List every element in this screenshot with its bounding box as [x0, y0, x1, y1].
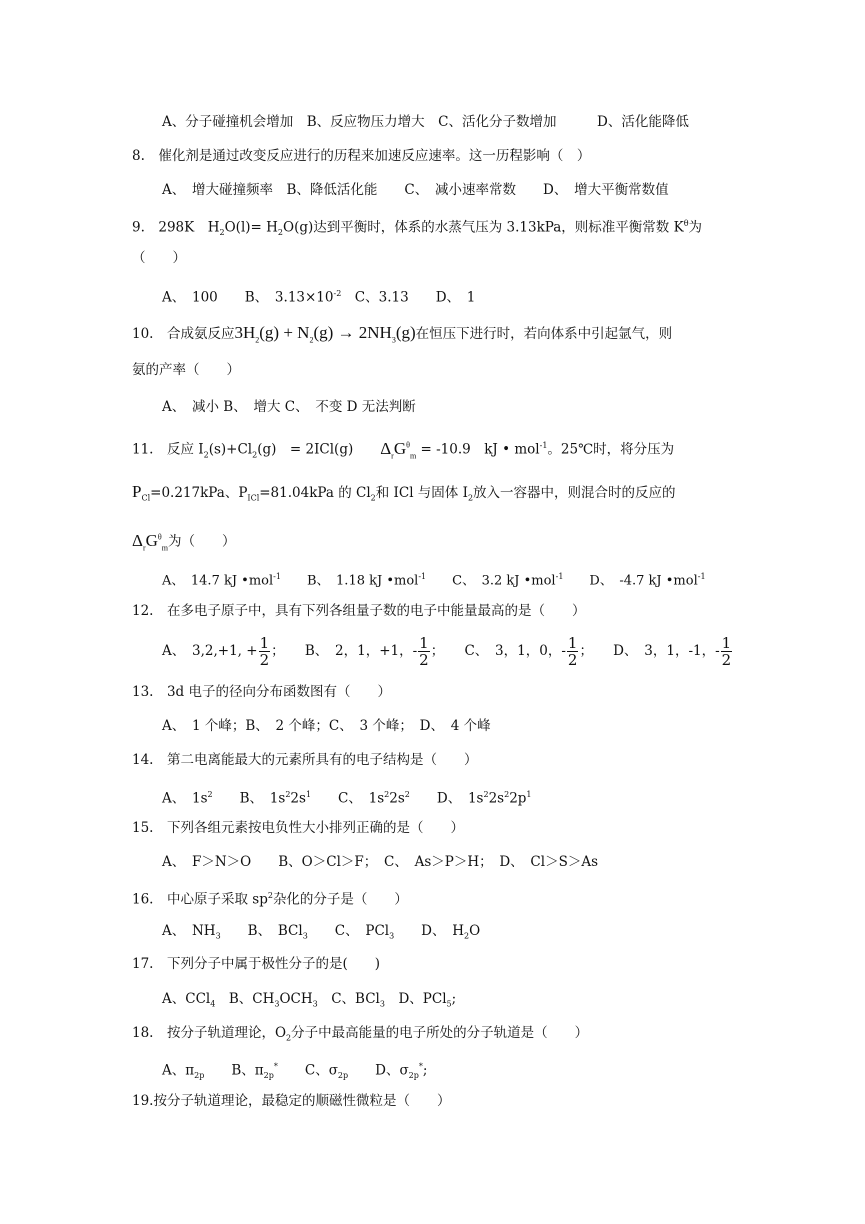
- question-12: 12. 在多电子原子中，具有下列各组量子数的电子中能量最高的是（ ）: [132, 603, 586, 619]
- question-17: 17. 下列分子中属于极性分子的是( ): [132, 956, 381, 972]
- q11-line3: $\Delta_rG^\theta_m$为（ ）: [132, 530, 236, 553]
- q9-options: A、 100 B、 $3.13\times 10^{-2}$ C、3.13 D、 1: [162, 289, 476, 306]
- q18-options: A、$\pi_{2p}$ B、$\pi_{2p}^*$ C、$\sigma_{2p}$ D、$\sigma_{2p}^*$;: [162, 1062, 428, 1081]
- question-15: 15. 下列各组元素按电负性大小排列正确的是（ ）: [132, 820, 464, 836]
- question-8: 8. 催化剂是通过改变反应进行的历程来加速反应速率。这一历程影响（ ）: [132, 148, 591, 164]
- fraction-half: $\frac{1}{2}$: [259, 634, 270, 669]
- q11-options: A、 14.7 kJ •mol$^{-1}$ B、 1.18 kJ •mol$^{-1}$ C、 3.2 kJ •mol$^{-1}$ D、 -4.7 kJ •mol$^{-1}$: [162, 572, 706, 589]
- q14-options: A、 $1s^2$ B、 $1s^22s^1$ C、 $1s^22s^2$ D、 $1s^22s^22p^1$: [162, 790, 532, 807]
- question-13: 13. 3d 电子的径向分布函数图有（ ）: [132, 684, 391, 700]
- q7-options: A、分子碰撞机会增加 B、反应物压力增大 C、活化分子数增加 D、活化能降低: [162, 114, 689, 130]
- question-18: 18. 按分子轨道理论，$O_2$分子中最高能量的电子所处的分子轨道是（ ）: [132, 1025, 589, 1043]
- q8-options: A、 增大碰撞频率 B、降低活化能 C、 减小速率常数 D、 增大平衡常数值: [162, 182, 669, 198]
- question-16: 16. 中心原子采取 $sp^2$杂化的分子是（ ）: [132, 891, 408, 908]
- question-11: 11. 反应 $I_2(s)+Cl_2(g)$ = 2ICl(g) $\Delta_rG^\theta_m = -10.9$ kJ • mol$^{-1}$。25℃时，将分压为: [132, 438, 675, 461]
- q10-options: A、 减小 B、 增大 C、 不变 D 无法判断: [162, 399, 416, 415]
- q9-bracket: （ ）: [132, 250, 186, 266]
- question-14: 14. 第二电离能最大的元素所具有的电子结构是（ ）: [132, 752, 478, 768]
- q10-cont: 氨的产率（ ）: [132, 362, 240, 378]
- q12-options: A、 3,2,+1, + $\frac{1}{2}$ ； B、 2，1，+1，- $\frac{1}{2}$ ； C、 3，1，0，- $\frac{1}{2}$ ； D、 3，1，-1，- $\frac{1}{2}$: [162, 634, 732, 669]
- fraction-half: $\frac{1}{2}$: [567, 634, 578, 669]
- fraction-half: $\frac{1}{2}$: [721, 634, 732, 669]
- q11-line2: $P_{Cl}=0.217kPa$、$P_{ICl}=81.04kPa$ 的 $Cl_2$和 ICl 与固体 $I_2$放入一容器中，则混合时的反应的: [132, 482, 676, 503]
- q13-options: A、 1 个峰；B、 2 个峰；C、 3 个峰； D、 4 个峰: [162, 718, 491, 734]
- q16-options: A、 $NH_3$ B、 BCl$_3$ C、 PCl$_3$ D、 $H_2O$: [162, 923, 481, 941]
- question-10: 10. 合成氨反应$3H_2(g) + N_2(g) \to 2NH_3(g)$在恒压下进行时，若向体系中引起氩气，则: [132, 323, 673, 345]
- question-19: 19.按分子轨道理论，最稳定的顺磁性微粒是（ ）: [132, 1093, 451, 1109]
- fraction-half: $\frac{1}{2}$: [419, 634, 429, 669]
- question-9: 9. 298K $H_2O(l)= H_2O(g)$达到平衡时，体系的水蒸气压为 3.13kPa，则标准平衡常数 $K^\theta$为: [132, 219, 703, 238]
- q17-options: A、CCl$_4$ B、$CH_3OCH_3$ C、BCl$_3$ D、PCl$_5$;: [162, 991, 457, 1009]
- q15-options: A、 F＞N＞O B、O＞Cl＞F； C、 As＞P＞H； D、 Cl＞S＞As: [162, 854, 599, 870]
